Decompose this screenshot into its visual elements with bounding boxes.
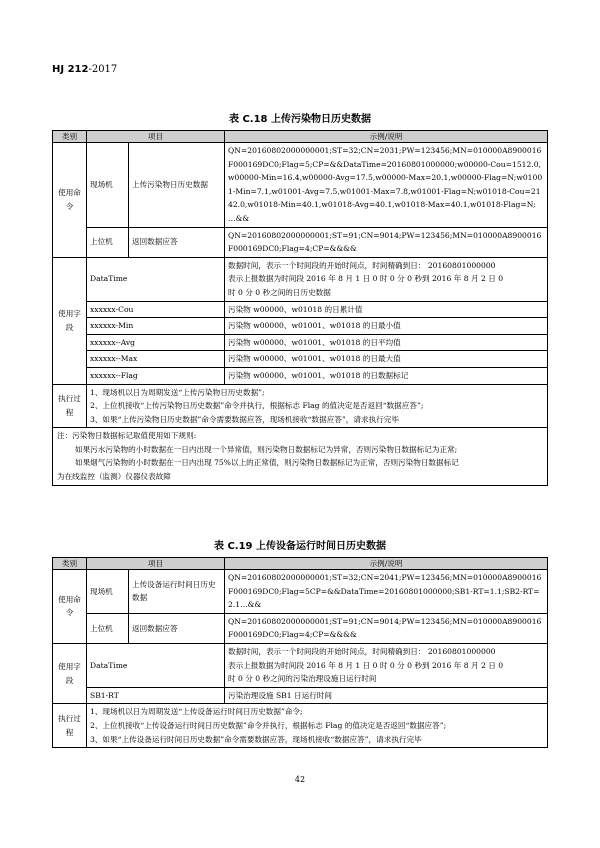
field-desc: 污染治理设施 SB1 日运行时间 — [225, 687, 548, 704]
field-name: xxxxxx-Cou — [87, 301, 225, 318]
process-row — [53, 704, 548, 748]
field-name: DataTime — [87, 257, 225, 301]
process-steps: 1、现场机以日为周期发送“上传设备运行时间日历史数据”命令; 2、上位机接收“上传设备运行时间日历史数据”命令并执行，根据标志 Flag 的值决定是否返回“数据应答”; 3、如果“上传设备运行时间日历史数据”命令需要数据应答，现场机接收“数据应答”，请求执行完毕 — [87, 704, 548, 748]
command-example: QN=20160802000000001;ST=91;CN=9014;PW=123456;MN=010000A8900016 F000169DC0;Flag=4;CP=&&&& — [225, 613, 548, 643]
field-row — [53, 687, 548, 704]
role-site: 现场机 — [87, 570, 129, 614]
page-number: 42 — [294, 775, 306, 784]
field-desc: 数据时间，表示一个时间段的开始时间点，时间精确到日： 20160801000000 表示上报数据为时间段 2016 年 8 月 1 日 0 时 0 分 0 秒到 2016 年 8 月 2 日 0 时 0 分 0 秒之间的日历史数据 — [225, 257, 548, 301]
process-row — [53, 384, 548, 428]
table-c19-caption: 表 C.19 上传设备运行时间日历史数据 — [213, 541, 387, 552]
command-example: QN=20160802000000001;ST=32;CN=2031;PW=123456;MN=010000A8900016 F000169DC0;Flag=5;CP=&&DataTime=20160801000000;w00000-Cou=1512.0, w00000-Min=16.4,w00000-Avg=17.5,w00000-Max=20.1,w00000-Flag=N;w0100 1-Min=7.1,w01001-Avg=7.5,w01001-Max=7.8,w01001-Flag=N;w01018-Cou=21 42.0,w01018-Min=40.1,w01018-Avg=40.1,w01018-Max=40.1,w01018-Flag=N; …&& — [225, 143, 548, 228]
field-name: xxxxxx--Avg — [87, 334, 225, 351]
table-header-row: 类别 项目 示例/说明 — [53, 131, 548, 143]
field-row — [53, 334, 548, 351]
process-steps: 1、现场机以日为周期发送“上传污染物日历史数据”; 2、上位机接收“上传污染物日历史数据”命令并执行，根据标志 Flag 的值决定是否返回“数据应答”; 3、如果“上传污染物日历史数据”命令需要数据应答，现场机接收“数据应答”，请求执行完毕 — [87, 384, 548, 428]
table-note: 注：污染物日数据标记取值使用如下规则: 如果污水污染物的小时数据在一日内出现一个异常值，则污染物日数据标记为异常，否则污染物日数据标记为正常; 如果烟气污染物的小时数据在一日内出现 75%以上的正常值，则污染物日数据标记为正常，否则污染物日数据标记 为在线监控（监测）仪器仪表故障 — [53, 428, 548, 485]
field-name: DataTime — [87, 643, 225, 687]
category-command: 使用命令 — [53, 143, 87, 258]
command-row-host — [53, 227, 548, 257]
field-name: SB1-RT — [87, 687, 225, 704]
field-desc: 数据时间，表示一个时间段的开始时间点，时间精确到日： 20160801000000 表示上报数据为时间段 2016 年 8 月 1 日 0 时 0 分 0 秒到 2016 年 8 月 2 日 0 时 0 分 0 秒之间的污染治理设施日运行时间 — [225, 643, 548, 687]
category-process: 执行过程 — [53, 704, 87, 748]
field-name: xxxxxx--Flag — [87, 367, 225, 384]
command-row-site — [53, 143, 548, 228]
field-desc: 污染物 w00000、w01001、w01018 的日数据标记 — [225, 367, 548, 384]
note-row — [53, 428, 548, 485]
category-command: 使用命令 — [53, 570, 87, 644]
category-process: 执行过程 — [53, 384, 87, 428]
field-row — [53, 351, 548, 368]
standard-header: HJ 212-2017 — [52, 64, 118, 75]
category-fields: 使用字段 — [53, 643, 87, 703]
command-row-site — [53, 570, 548, 614]
command-name: 返回数据应答 — [129, 613, 225, 643]
category-fields: 使用字段 — [53, 257, 87, 384]
field-row — [53, 318, 548, 335]
field-row — [53, 257, 548, 301]
command-name: 返回数据应答 — [129, 227, 225, 257]
table-c18 — [52, 130, 548, 486]
role-host: 上位机 — [87, 613, 129, 643]
command-row-host — [53, 613, 548, 643]
field-desc: 污染物 w00000、w01001、w01018 的日最小值 — [225, 318, 548, 335]
field-row — [53, 301, 548, 318]
command-example: QN=20160802000000001;ST=32;CN=2041;PW=123456;MN=010000A8900016 F000169DC0;Flag=5CP=&&DataTime=20160801000000;SB1-RT=1.1;SB2-RT= 2.1…&& — [225, 570, 548, 614]
role-host: 上位机 — [87, 227, 129, 257]
field-row — [53, 643, 548, 687]
field-name: xxxxxx-Min — [87, 318, 225, 335]
field-name: xxxxxx--Max — [87, 351, 225, 368]
role-site: 现场机 — [87, 143, 129, 228]
field-row — [53, 367, 548, 384]
table-header-row: 类别 项目 示例/说明 — [53, 558, 548, 570]
command-example: QN=20160802000000001;ST=91;CN=9014;PW=123456;MN=010000A8900016 F000169DC0;Flag=4;CP=&&&& — [225, 227, 548, 257]
command-name: 上传设备运行时间日历史数据 — [129, 570, 225, 614]
field-desc: 污染物 w00000、w01018 的日累计值 — [225, 301, 548, 318]
table-c19 — [52, 557, 548, 748]
table-c18-caption: 表 C.18 上传污染物日历史数据 — [228, 114, 372, 125]
field-desc: 污染物 w00000、w01001、w01018 的日平均值 — [225, 334, 548, 351]
command-name: 上传污染物日历史数据 — [129, 143, 225, 228]
field-desc: 污染物 w00000、w01001、w01018 的日最大值 — [225, 351, 548, 368]
